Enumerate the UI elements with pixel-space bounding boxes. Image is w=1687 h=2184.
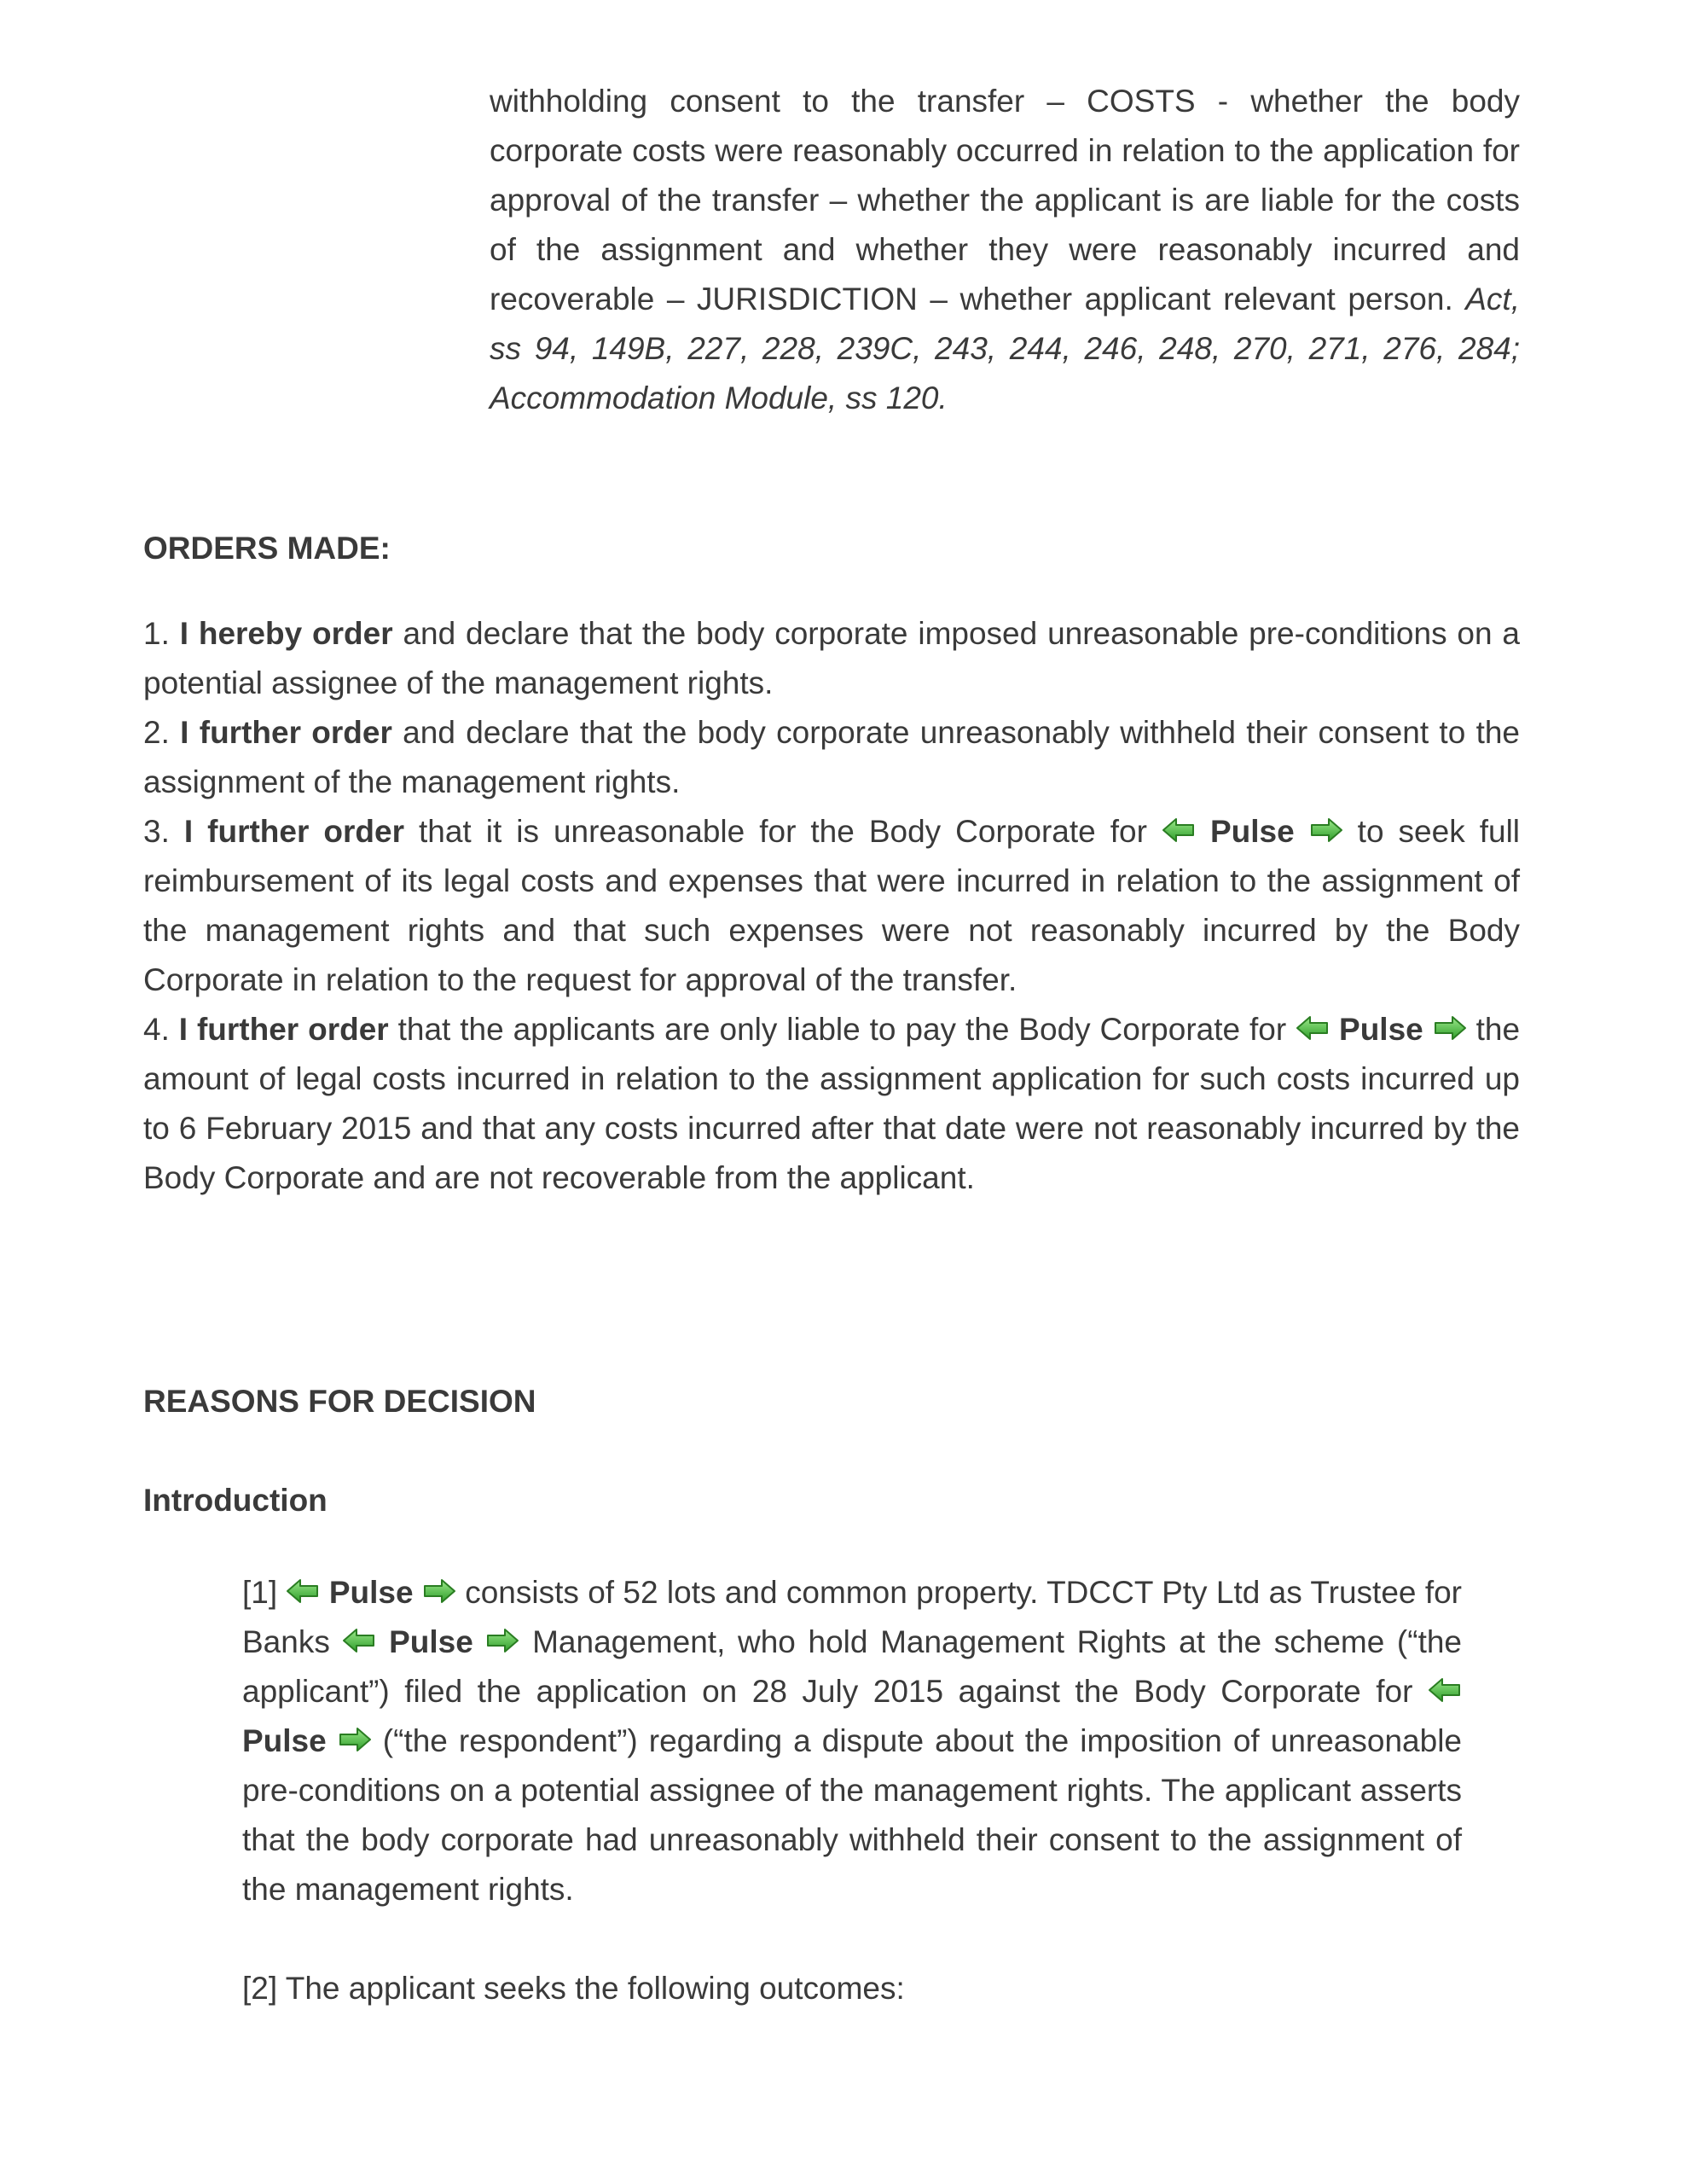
arrow-left-icon[interactable]: [1296, 1014, 1330, 1042]
orders-heading: ORDERS MADE:: [143, 531, 391, 566]
orders-list: [143, 609, 1520, 1203]
paragraph-2: [2] The applicant seeks the following outcomes:: [242, 1971, 905, 2006]
arrow-left-icon[interactable]: [286, 1577, 320, 1605]
reasons-heading: REASONS FOR DECISION: [143, 1384, 536, 1419]
legislation-list: Act, ss 94, 149B, 227, 228, 239C, 243, 244, 246, 248, 270, 271, 276, 284; Accommodation Module, ss 120.: [490, 282, 1520, 415]
arrow-left-icon[interactable]: [1428, 1676, 1462, 1704]
pulse-link[interactable]: Pulse: [1209, 814, 1295, 849]
paragraph-1: [1] Pulse consists of 52 lots and common property. TDCCT Pty Ltd as Trustee for Banks Pulse Management, who hold Management Rights at the scheme (“the applicant”) filed the application on 28 July 2015 against the Body Corporate for Pulse (“the respondent”) regarding a dispute about the imposition of unreasonable pre-conditions on a potential assignee of the management rights. The applicant asserts that the body corporate had unreasonably withheld their consent to the assignment of the management rights.: [242, 1575, 1463, 1907]
order-item: 2. I further order and declare that the body corporate unreasonably withheld their consent to the assignment of the management rights.: [143, 715, 1521, 799]
catchwords: [490, 77, 1520, 423]
arrow-right-icon[interactable]: [422, 1577, 456, 1605]
arrow-right-icon[interactable]: [1309, 816, 1343, 844]
order-item: 3. I further order that it is unreasonable for the Body Corporate for Pulse to seek full reimbursement of its legal costs and expenses that were incurred in relation to the assignment of the management rights and that such expenses were not reasonably incurred by the Body Corporate in relation to the request for approval of the transfer.: [143, 814, 1521, 997]
pulse-link[interactable]: Pulse: [1339, 1012, 1423, 1047]
arrow-right-icon[interactable]: [485, 1627, 519, 1654]
reasons-body: [242, 1568, 1462, 2013]
pulse-link[interactable]: Pulse: [389, 1624, 473, 1659]
arrow-right-icon[interactable]: [1433, 1014, 1467, 1042]
order-item: 4. I further order that the applicants are only liable to pay the Body Corporate for Pulse the amount of legal costs incurred in relation to the assignment application for such costs incurred up to 6 February 2015 and that any costs incurred after that date were not reasonably incurred by the Body Corporate and are not recoverable from the applicant.: [143, 1012, 1521, 1195]
pulse-link[interactable]: Pulse: [242, 1723, 327, 1758]
arrow-left-icon[interactable]: [342, 1627, 376, 1654]
arrow-right-icon[interactable]: [338, 1726, 372, 1753]
arrow-left-icon[interactable]: [1162, 816, 1196, 844]
catchwords-text: withholding consent to the transfer – COSTS - whether the body corporate costs were reasonably occurred in relation to the application for approval of the transfer – whether the applicant is are liable for the costs of the assignment and whether they were reasonably incurred and recoverable – JURISDICTION – whether applicant relevant person.: [490, 84, 1520, 317]
introduction-heading: Introduction: [143, 1483, 328, 1518]
pulse-link[interactable]: Pulse: [328, 1575, 414, 1610]
order-item: 1. I hereby order and declare that the body corporate imposed unreasonable pre-conditions on a potential assignee of the management rights.: [143, 616, 1520, 700]
